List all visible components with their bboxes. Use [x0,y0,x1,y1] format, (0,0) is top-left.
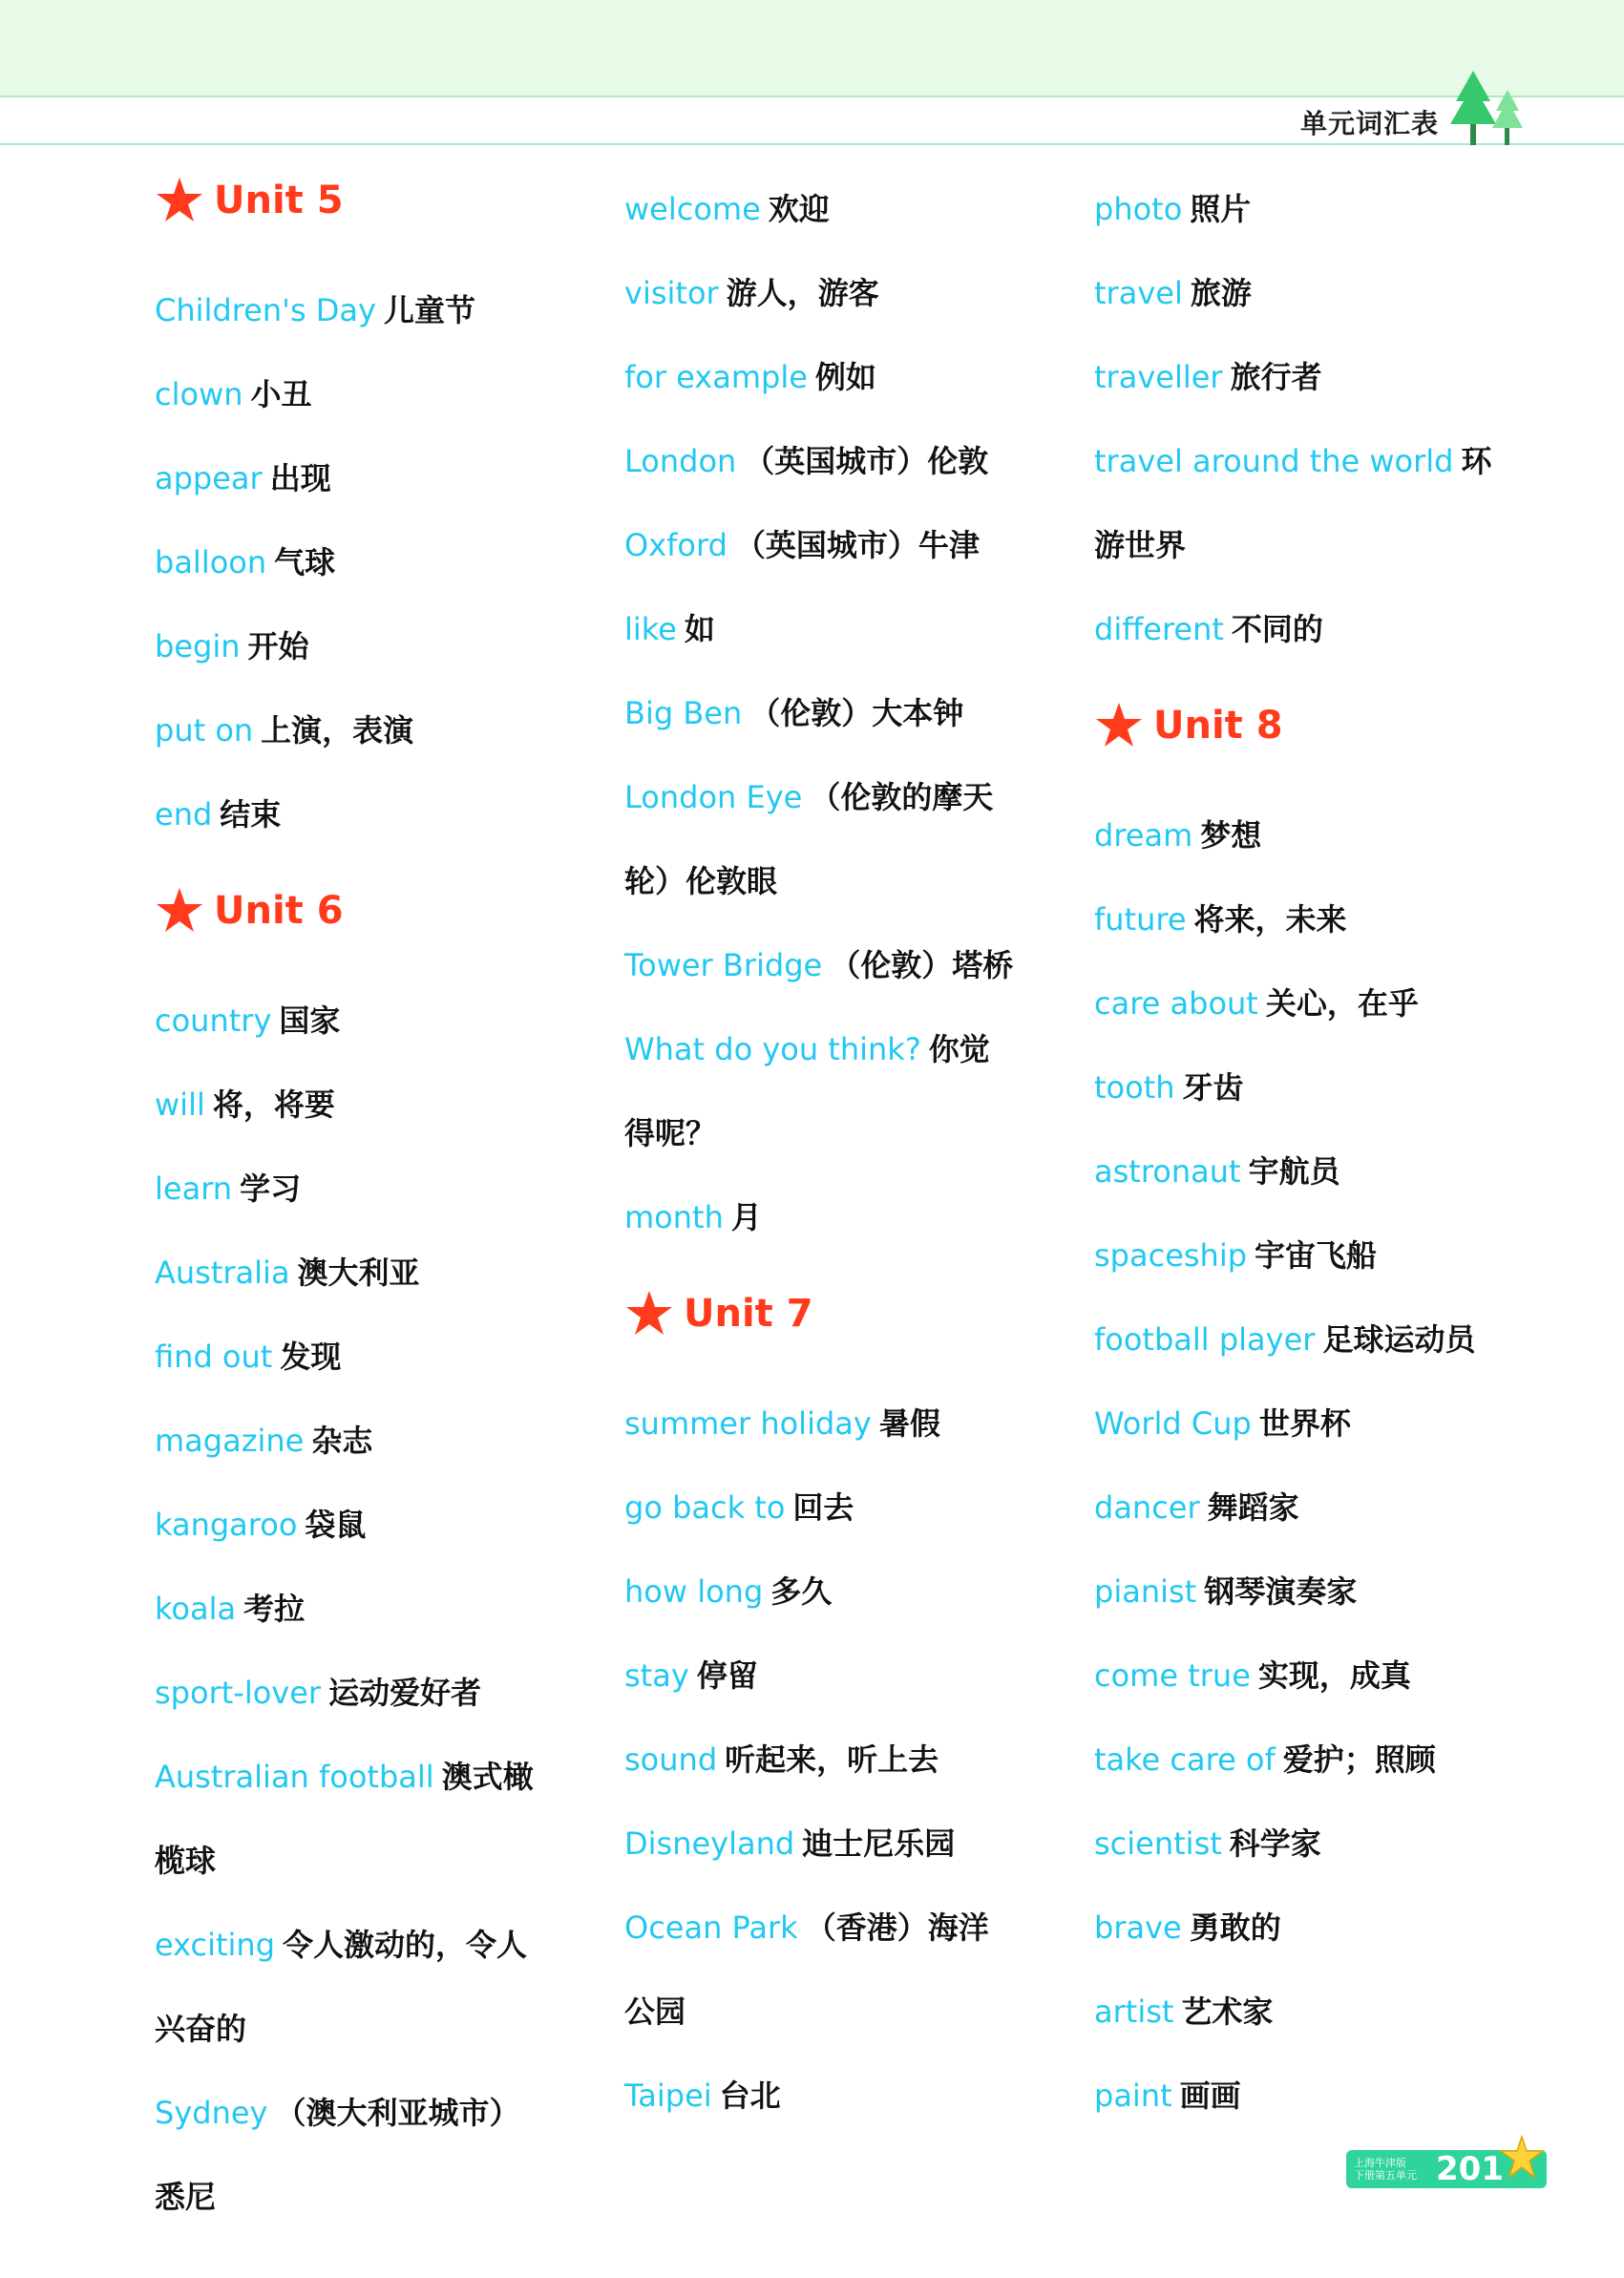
english-term: begin [155,628,241,664]
header-band [0,0,1624,97]
badge-line-2: 下册第五单元 [1354,2169,1417,2182]
chinese-meaning: 考拉 [243,1591,306,1627]
english-term: travel around the world [1094,443,1454,479]
english-term: Australian football [155,1759,434,1795]
chinese-meaning: 环 [1461,443,1492,479]
vocab-entry [624,1550,1025,1634]
english-term: paint [1094,2078,1172,2114]
chinese-meaning: 澳式橄 [441,1759,534,1795]
unit-title: Unit 8 [1153,704,1283,748]
english-term: dancer [1094,1489,1200,1526]
vocab-entry [155,1903,556,1987]
vocab-entry [624,1718,1025,1802]
english-term: Australia [155,1255,290,1291]
chinese-meaning: 停留 [696,1657,758,1694]
vocab-entry [155,1987,556,2071]
chinese-meaning: 将，将要 [212,1086,335,1123]
english-term: kangaroo [155,1507,298,1543]
english-term: put on [155,712,254,749]
english-term: visitor [624,275,719,311]
chinese-meaning: 兴奋的 [155,2011,247,2047]
chinese-meaning: 国家 [279,1002,341,1039]
star-icon [1499,2135,1545,2181]
english-term: Oxford [624,527,728,563]
english-term: Sydney [155,2095,268,2131]
chinese-meaning: （伦敦）大本钟 [749,695,964,731]
vocab-entry [1094,1550,1495,1634]
vocab-entry [1094,503,1495,587]
unit-title: Unit 5 [214,179,344,222]
english-term: month [624,1199,724,1235]
english-term: scientist [1094,1825,1222,1862]
english-term: sound [624,1741,718,1778]
vocab-entry [1094,335,1495,419]
chinese-meaning: 旅行者 [1230,359,1322,395]
english-term: travel [1094,275,1183,311]
vocab-entry [1094,1970,1495,2054]
chinese-meaning: 实现，成真 [1257,1657,1411,1694]
chinese-meaning: 澳大利亚 [297,1255,420,1291]
chinese-meaning: 照片 [1190,191,1252,227]
vocab-entry [624,1175,1025,1259]
chinese-meaning: 游人，游客 [726,275,879,311]
english-term: stay [624,1657,689,1694]
english-term: traveller [1094,359,1223,395]
english-term: What do you think? [624,1031,921,1067]
chinese-meaning: 舞蹈家 [1207,1489,1299,1526]
vocab-entry [155,772,556,856]
vocab-entry [155,979,556,1063]
chinese-meaning: 梦想 [1200,817,1262,854]
chinese-meaning: 听起来，听上去 [725,1741,939,1778]
unit-heading [624,1280,1025,1347]
chinese-meaning: 牙齿 [1182,1069,1244,1106]
english-term: pianist [1094,1573,1197,1610]
english-term: tooth [1094,1069,1175,1106]
vocab-entry [155,1819,556,1903]
chinese-meaning: 学习 [240,1171,302,1207]
chinese-meaning: 如 [684,611,715,647]
page-number: 201 [1436,2150,1504,2188]
english-term: magazine [155,1423,305,1459]
english-term: balloon [155,544,267,580]
chinese-meaning: 上演，表演 [261,712,414,749]
star-icon [1094,701,1144,750]
vocab-entry [1094,1466,1495,1550]
unit-heading [155,877,556,944]
english-term: find out [155,1339,273,1375]
vocab-entry [624,1007,1025,1091]
vocab-entry [1094,587,1495,671]
vocab-entry [624,1886,1025,1970]
star-icon [624,1289,674,1339]
badge-line-1: 上海牛津版 [1354,2157,1406,2169]
vocab-entry [155,1651,556,1735]
vocab-entry [1094,961,1495,1045]
vocab-entry [1094,419,1495,503]
chinese-meaning: 游世界 [1094,527,1187,563]
vocab-entry [155,1063,556,1147]
vocab-entry [1094,793,1495,877]
chinese-meaning: （英国城市）伦敦 [744,443,989,479]
vocab-entry [624,671,1025,755]
chinese-meaning: 迪士尼乐园 [802,1825,956,1862]
chinese-meaning: 榄球 [155,1843,217,1879]
chinese-meaning: 宇航员 [1248,1153,1340,1190]
english-term: Children's Day [155,292,376,328]
vocab-entry [1094,1213,1495,1297]
english-term: different [1094,611,1224,647]
vocab-entry [624,2054,1025,2138]
english-term: appear [155,460,263,496]
english-term: photo [1094,191,1183,227]
chinese-meaning: 儿童节 [383,292,475,328]
vocab-entry [624,1091,1025,1175]
vocab-entry [155,1147,556,1231]
vocab-entry [155,2155,556,2239]
chinese-meaning: 科学家 [1229,1825,1321,1862]
vocab-entry [155,2071,556,2155]
english-term: future [1094,901,1187,938]
vocab-entry [155,520,556,604]
chinese-meaning: 小丑 [250,376,312,412]
vocab-entry [155,688,556,772]
english-term: end [155,796,213,833]
english-term: London Eye [624,779,803,815]
chinese-meaning: （伦敦的摩天 [810,779,994,815]
chinese-meaning: 气球 [274,544,336,580]
unit-title: Unit 7 [684,1292,813,1336]
english-term: Taipei [624,2078,712,2114]
chinese-meaning: （英国城市）牛津 [734,527,980,563]
vocab-entry [1094,877,1495,961]
chinese-meaning: 多久 [770,1573,833,1610]
vocab-entry [1094,1802,1495,1886]
vocab-entry [624,503,1025,587]
vocab-entry [624,1466,1025,1550]
english-term: country [155,1002,272,1039]
english-term: come true [1094,1657,1251,1694]
vocab-entry [155,436,556,520]
chinese-meaning: 回去 [792,1489,854,1526]
vocab-entry [624,251,1025,335]
vocab-entry [1094,1382,1495,1466]
vocab-entry [1094,251,1495,335]
vocab-entry [624,167,1025,251]
english-term: Tower Bridge [624,947,823,983]
vocab-entry [1094,1886,1495,1970]
chinese-meaning: （香港）海洋 [805,1909,989,1946]
english-term: exciting [155,1927,276,1963]
english-term: spaceship [1094,1237,1248,1274]
english-term: care about [1094,985,1258,1022]
vocab-entry [624,839,1025,923]
chinese-meaning: 轮）伦敦眼 [624,863,778,899]
star-icon [155,176,204,225]
vocab-entry [1094,1045,1495,1129]
vocab-entry [155,1231,556,1315]
vocab-entry [624,419,1025,503]
unit-heading [1094,692,1495,759]
section-title: 单元词汇表 [1299,108,1439,139]
chinese-meaning: 将来，未来 [1193,901,1347,938]
chinese-meaning: 艺术家 [1181,1993,1274,2030]
header-divider [0,143,1624,145]
english-term: World Cup [1094,1405,1252,1442]
chinese-meaning: 画画 [1179,2078,1241,2114]
unit-title: Unit 6 [214,889,344,933]
chinese-meaning: 钢琴演奏家 [1204,1573,1358,1610]
vocab-entry [624,1970,1025,2054]
vocab-entry [155,1399,556,1483]
english-term: will [155,1086,205,1123]
english-term: like [624,611,677,647]
chinese-meaning: 不同的 [1231,611,1323,647]
star-icon [155,886,204,936]
vocab-entry [624,1634,1025,1718]
english-term: brave [1094,1909,1182,1946]
vocab-column-3 [1094,167,1495,2138]
chinese-meaning: 袋鼠 [305,1507,367,1543]
english-term: welcome [624,191,761,227]
vocab-entry [155,352,556,436]
vocab-entry [155,1483,556,1567]
english-term: artist [1094,1993,1174,2030]
unit-heading [155,167,556,234]
vocab-entry [624,335,1025,419]
chinese-meaning: 旅游 [1190,275,1252,311]
vocab-column-1 [155,167,556,2239]
chinese-meaning: 开始 [247,628,309,664]
english-term: koala [155,1591,237,1627]
vocab-entry [1094,1129,1495,1213]
chinese-meaning: 宇宙飞船 [1255,1237,1378,1274]
vocab-column-2 [624,167,1025,2138]
vocab-entry [624,923,1025,1007]
chinese-meaning: 公园 [624,1993,686,2030]
chinese-meaning: 运动爱好者 [328,1675,482,1711]
chinese-meaning: 得呢？ [624,1115,717,1151]
vocab-entry [155,268,556,352]
english-term: learn [155,1171,233,1207]
chinese-meaning: 你觉 [928,1031,990,1067]
english-term: go back to [624,1489,786,1526]
vocab-entry [155,1567,556,1651]
chinese-meaning: 勇敢的 [1189,1909,1281,1946]
vocab-entry [1094,2054,1495,2138]
english-term: Ocean Park [624,1909,798,1946]
english-term: for example [624,359,808,395]
english-term: football player [1094,1321,1316,1358]
english-term: take care of [1094,1741,1276,1778]
chinese-meaning: 足球运动员 [1322,1321,1476,1358]
english-term: summer holiday [624,1405,872,1442]
tree-icon [1446,69,1528,150]
chinese-meaning: 关心，在乎 [1265,985,1419,1022]
english-term: how long [624,1573,764,1610]
vocab-entry [624,1802,1025,1886]
vocab-entry [1094,167,1495,251]
vocab-entry [155,1735,556,1819]
vocab-entry [624,1382,1025,1466]
english-term: clown [155,376,243,412]
vocab-entry [1094,1718,1495,1802]
chinese-meaning: 世界杯 [1258,1405,1351,1442]
chinese-meaning: 发现 [280,1339,342,1375]
chinese-meaning: 暑假 [878,1405,940,1442]
chinese-meaning: （伦敦）塔桥 [830,947,1014,983]
english-term: Big Ben [624,695,743,731]
chinese-meaning: 令人激动的，令人 [283,1927,528,1963]
vocab-entry [624,587,1025,671]
chinese-meaning: 欢迎 [768,191,830,227]
english-term: sport-lover [155,1675,322,1711]
chinese-meaning: 出现 [269,460,331,496]
chinese-meaning: 例如 [814,359,876,395]
chinese-meaning: 杂志 [311,1423,373,1459]
vocab-entry [1094,1634,1495,1718]
chinese-meaning: 月 [730,1199,762,1235]
chinese-meaning: （澳大利亚城市） [275,2095,520,2131]
english-term: dream [1094,817,1193,854]
chinese-meaning: 结束 [220,796,282,833]
chinese-meaning: 台北 [719,2078,781,2114]
english-term: astronaut [1094,1153,1241,1190]
vocab-entry [624,755,1025,839]
english-term: London [624,443,737,479]
english-term: Disneyland [624,1825,795,1862]
chinese-meaning: 爱护；照顾 [1282,1741,1436,1778]
vocab-entry [1094,1297,1495,1382]
chinese-meaning: 悉尼 [155,2179,217,2215]
badge-label [1354,2157,1428,2182]
vocab-entry [155,1315,556,1399]
vocab-entry [155,604,556,688]
